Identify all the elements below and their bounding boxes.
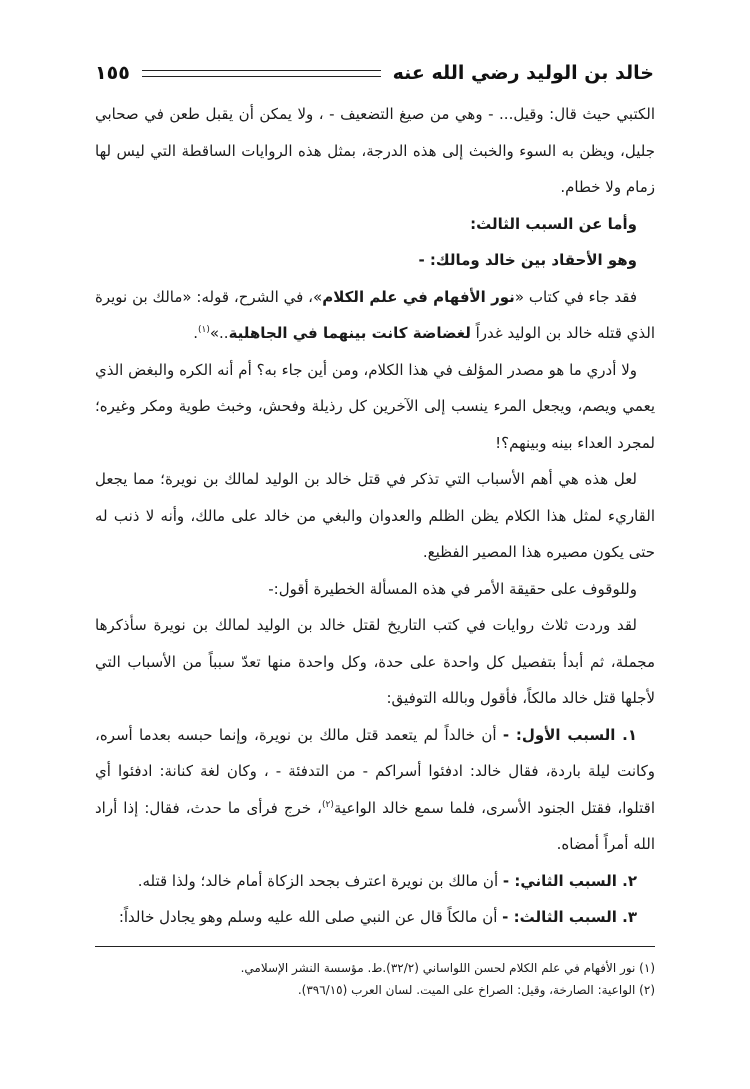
reason-2-label: ٢. السبب الثاني: - — [502, 871, 637, 890]
quote-emphasis: لغضاضة كانت بينهما في الجاهلية — [228, 324, 471, 342]
footnote-separator — [95, 946, 655, 947]
footnote-ref-2[interactable]: (٢) — [322, 799, 334, 810]
reason-2-text: أن مالك بن نويرة اعترف بجحد الزكاة أمام خالد؛ ولذا قتله. — [137, 871, 503, 890]
reason-item-3 — [95, 899, 655, 936]
running-title: خالد بن الوليد رضي الله عنه — [392, 62, 654, 84]
page-header — [95, 56, 654, 90]
paragraph-3: ولا أدري ما هو مصدر المؤلف في هذا الكلام، ومن أين جاء به؟ أم أنه الكره والبغض الذي يعمي ويصم، ويجعل المرء ينسب إلى الآخرين كل رذيلة وفحش، وخبث طوية ومكر وغيره؛ لمجرد العداء بينه وبينهم؟! — [95, 360, 655, 452]
footnotes — [95, 957, 655, 1001]
reason-3-text: أن مالكاً قال عن النبي صلى الله عليه وسلم وهو يجادل خالداً: — [118, 908, 503, 926]
reason-1-text-b: ، خرج فرأى ما حدث، فقال: إذا أراد الله أمراً أمضاه. — [95, 798, 655, 853]
paragraph-1: الكتبي حيث قال: وقيل... - وهي من صيغ التضعيف - ، ولا يمكن أن يقبل طعن في صحابي جليل، ويظن به السوء والخبث إلى هذه الدرجة، بمثل هذه الروايات الساقطة التي ليس لها زمام ولا خطام. — [95, 105, 655, 196]
page-number: ١٥٥ — [95, 62, 130, 84]
reason-item-1 — [95, 717, 655, 863]
paragraph-5: وللوقوف على حقيقة الأمر في هذه المسألة الخطيرة أقول:- — [268, 579, 637, 598]
paragraph-4: لعل هذه هي أهم الأسباب التي تذكر في قتل خالد بن الوليد لمالك بن نويرة؛ مما يجعل القاريء لمثل هذا الكلام يظن الظلم والعدوان والبغي من خالد على مالك، وأنه لا ذنب له حتى يكون مصيره هذا المصير الفظيع. — [95, 470, 655, 561]
paragraph-2-end: . — [193, 324, 198, 342]
reason-1-text-a: أن خالداً لم يتعمد قتل مالك بن نويرة، وإنما حبسه بعدما أسره، وكانت ليلة باردة، فقال خالد: ادفئوا أسراكم - من التدفئة - ، وكان لغة كنانة: ادفئوا أي اقتلوا، فقتل الجنود الأسرى، فلما سمع خالد الواعية — [95, 725, 655, 817]
paragraph-2-text-a: فقد جاء في كتاب « — [514, 287, 637, 306]
heading-third-reason: وأما عن السبب الثالث: — [470, 214, 637, 233]
page-body — [95, 96, 655, 936]
paragraph-2-text-c: ..» — [209, 324, 229, 342]
reason-1-label: ١. السبب الأول: - — [502, 725, 638, 744]
footnote-1: (١) نور الأفهام في علم الكلام لحسن اللواساني (٣٢/٢).ط. مؤسسة النشر الإسلامي. — [240, 961, 655, 975]
header-rule — [142, 70, 381, 77]
reason-3-label: ٣. السبب الثالث: - — [502, 908, 637, 926]
book-title: نور الأفهام في علم الكلام — [322, 287, 515, 306]
footnote-2: (٢) الواعية: الصارخة، وقيل: الصراخ على الميت. لسان العرب (٣٩٦/١٥). — [297, 983, 655, 997]
paragraph-6: لقد وردت ثلاث روايات في كتب التاريخ لقتل خالد بن الوليد لمالك بن نويرة سأذكرها مجملة، ثم أبدأ بتفصيل كل واحدة على حدة، وكل واحدة منها تعدّ سبباً من الأسباب التي لأجلها قتل خالد مالكاً، فأقول وبالله التوفيق: — [95, 616, 655, 707]
paragraph-2-text-b: »، في الشرح، قوله: «مالك بن نويرة الذي قتله خالد بن الوليد غدراً — [95, 287, 655, 342]
paragraph-2 — [95, 279, 655, 352]
reason-item-2 — [95, 863, 655, 900]
footnote-ref-1[interactable]: (١) — [197, 325, 210, 335]
heading-grudges: وهو الأحقاد بين خالد ومالك: - — [418, 251, 637, 269]
